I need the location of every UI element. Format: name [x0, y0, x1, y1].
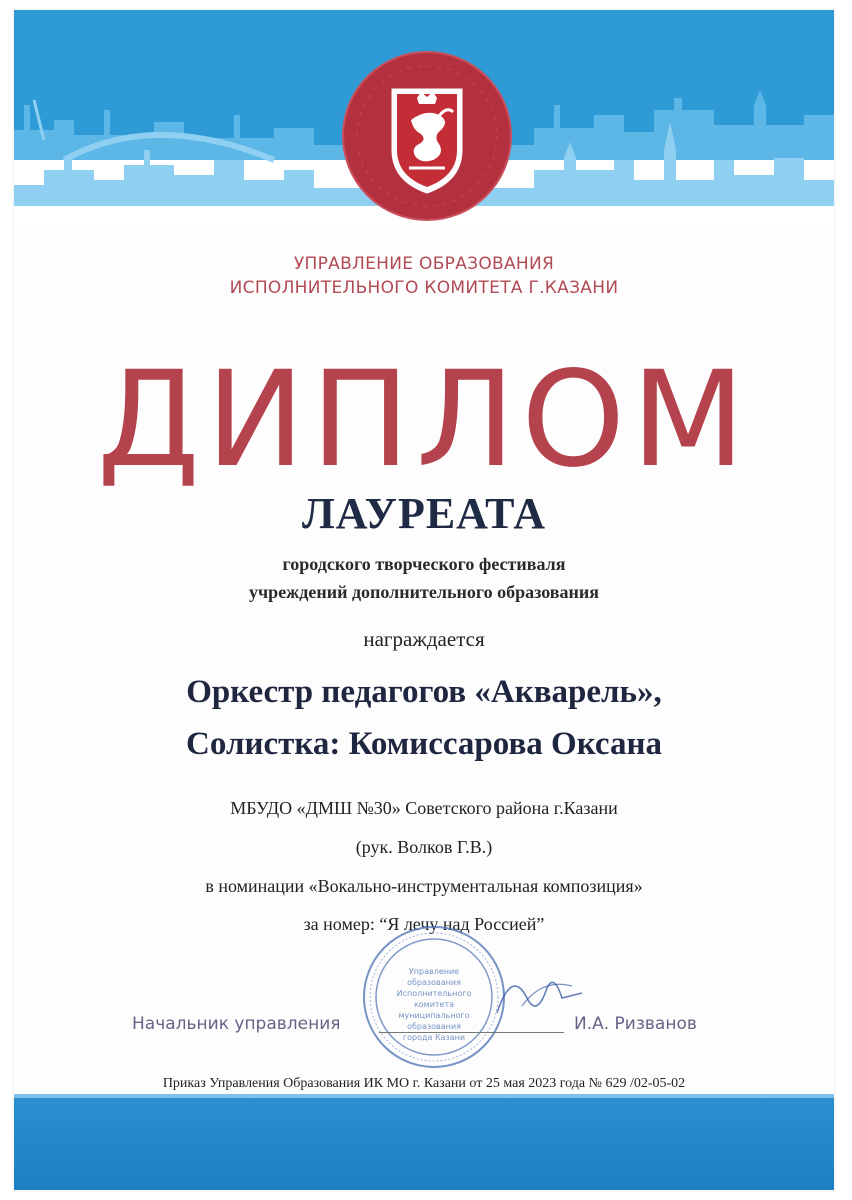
svg-text:комитета: комитета	[413, 1000, 455, 1009]
supervisor-text: (рук. Волков Г.В.)	[355, 837, 493, 857]
performance-text: за номер: “Я лечу над Россией”	[303, 914, 545, 934]
org-name-line1: УПРАВЛЕНИЕ ОБРАЗОВАНИЯ	[293, 254, 555, 274]
footer-strip	[14, 1094, 834, 1098]
svg-text:муниципального: муниципального	[398, 1011, 470, 1020]
official-stamp	[359, 922, 509, 1072]
signature-position: Начальник управления	[132, 1014, 341, 1034]
order-text: Приказ Управления Образования ИК МО г. Казани от 25 мая 2023 года № 629 /02-05-02	[162, 1076, 686, 1091]
recipient-line2: Солистка: Комиссарова Оксана	[186, 726, 662, 762]
diploma-title: ДИПЛОМ	[96, 343, 752, 497]
org-name-line2: ИСПОЛНИТЕЛЬНОГО КОМИТЕТА Г.КАЗАНИ	[229, 278, 619, 298]
nomination-text: в номинации «Вокально-инструментальная композиция»	[205, 876, 643, 896]
footer-band	[14, 1094, 834, 1190]
institution-text: МБУДО «ДМШ №30» Советского района г.Казани	[230, 798, 618, 818]
svg-text:Управление: Управление	[408, 967, 460, 976]
diploma-sheet	[14, 10, 834, 1190]
kazan-coat-of-arms-icon	[341, 50, 513, 222]
recipient-line1: Оркестр педагогов «Акварель»,	[186, 674, 662, 710]
signature-name: И.А. Ризванов	[574, 1014, 697, 1034]
festival-line2: учреждений дополнительного образования	[249, 582, 599, 602]
emblem-circle	[341, 50, 513, 222]
diploma-subtitle: ЛАУРЕАТА	[301, 489, 547, 538]
header-banner	[14, 10, 834, 225]
svg-text:образования: образования	[407, 1022, 461, 1031]
signature-line	[379, 1032, 564, 1033]
svg-text:города Казани: города Казани	[402, 1033, 466, 1042]
festival-line1: городского творческого фестиваля	[282, 554, 566, 574]
svg-text:Исполнительного: Исполнительного	[396, 989, 472, 998]
svg-text:образования: образования	[407, 978, 461, 987]
stamp-icon	[359, 922, 509, 1072]
awarded-text: награждается	[363, 627, 485, 651]
